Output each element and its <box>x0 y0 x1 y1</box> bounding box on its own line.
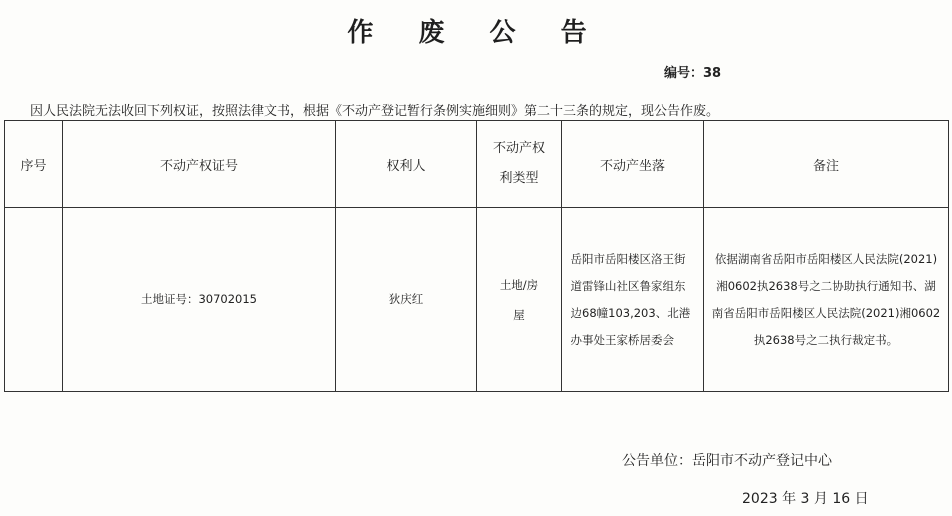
header-cert-no: 不动产权证号 <box>63 121 336 208</box>
cell-right-type-label: 土地/房屋 <box>499 277 539 322</box>
cell-right-type <box>477 208 562 392</box>
table-header-row <box>5 121 949 208</box>
header-owner: 权利人 <box>336 121 477 208</box>
notice-table <box>4 120 949 392</box>
cell-owner: 狄庆红 <box>336 208 477 392</box>
cell-remarks <box>704 208 949 392</box>
cell-location <box>562 208 704 392</box>
header-seq: 序号 <box>5 121 63 208</box>
document-number: 编号：38 <box>664 66 722 81</box>
intro-paragraph: 因人民法院无法收回下列权证，按照法律文书，根据《不动产登记暂行条例实施细则》第二十三条的规定，现公告作废。 <box>30 104 720 119</box>
header-right-type <box>477 121 562 208</box>
issuing-unit: 公告单位：岳阳市不动产登记中心 <box>622 453 832 469</box>
header-location: 不动产坐落 <box>562 121 704 208</box>
cell-location-text: 岳阳市岳阳楼区洛王街道雷锋山社区鲁家组东边68幢103,203、北港办事处王家桥居委会 <box>570 251 691 347</box>
page-title: 作 废 公 告 <box>347 18 605 48</box>
cell-cert-no: 土地证号：30702015 <box>63 208 336 392</box>
issue-date: 2023 年 3 月 16 日 <box>742 491 869 507</box>
cell-remarks-text: 依据湖南省岳阳市岳阳楼区人民法院(2021)湘0602执2638号之二协助执行通知书、湖南省岳阳市岳阳楼区人民法院(2021)湘0602执2638号之二执行裁定书。 <box>711 251 941 347</box>
table-row <box>5 208 949 392</box>
header-right-type-label: 不动产权利类型 <box>492 141 545 186</box>
header-remarks: 备注 <box>704 121 949 208</box>
cell-seq <box>5 208 63 392</box>
